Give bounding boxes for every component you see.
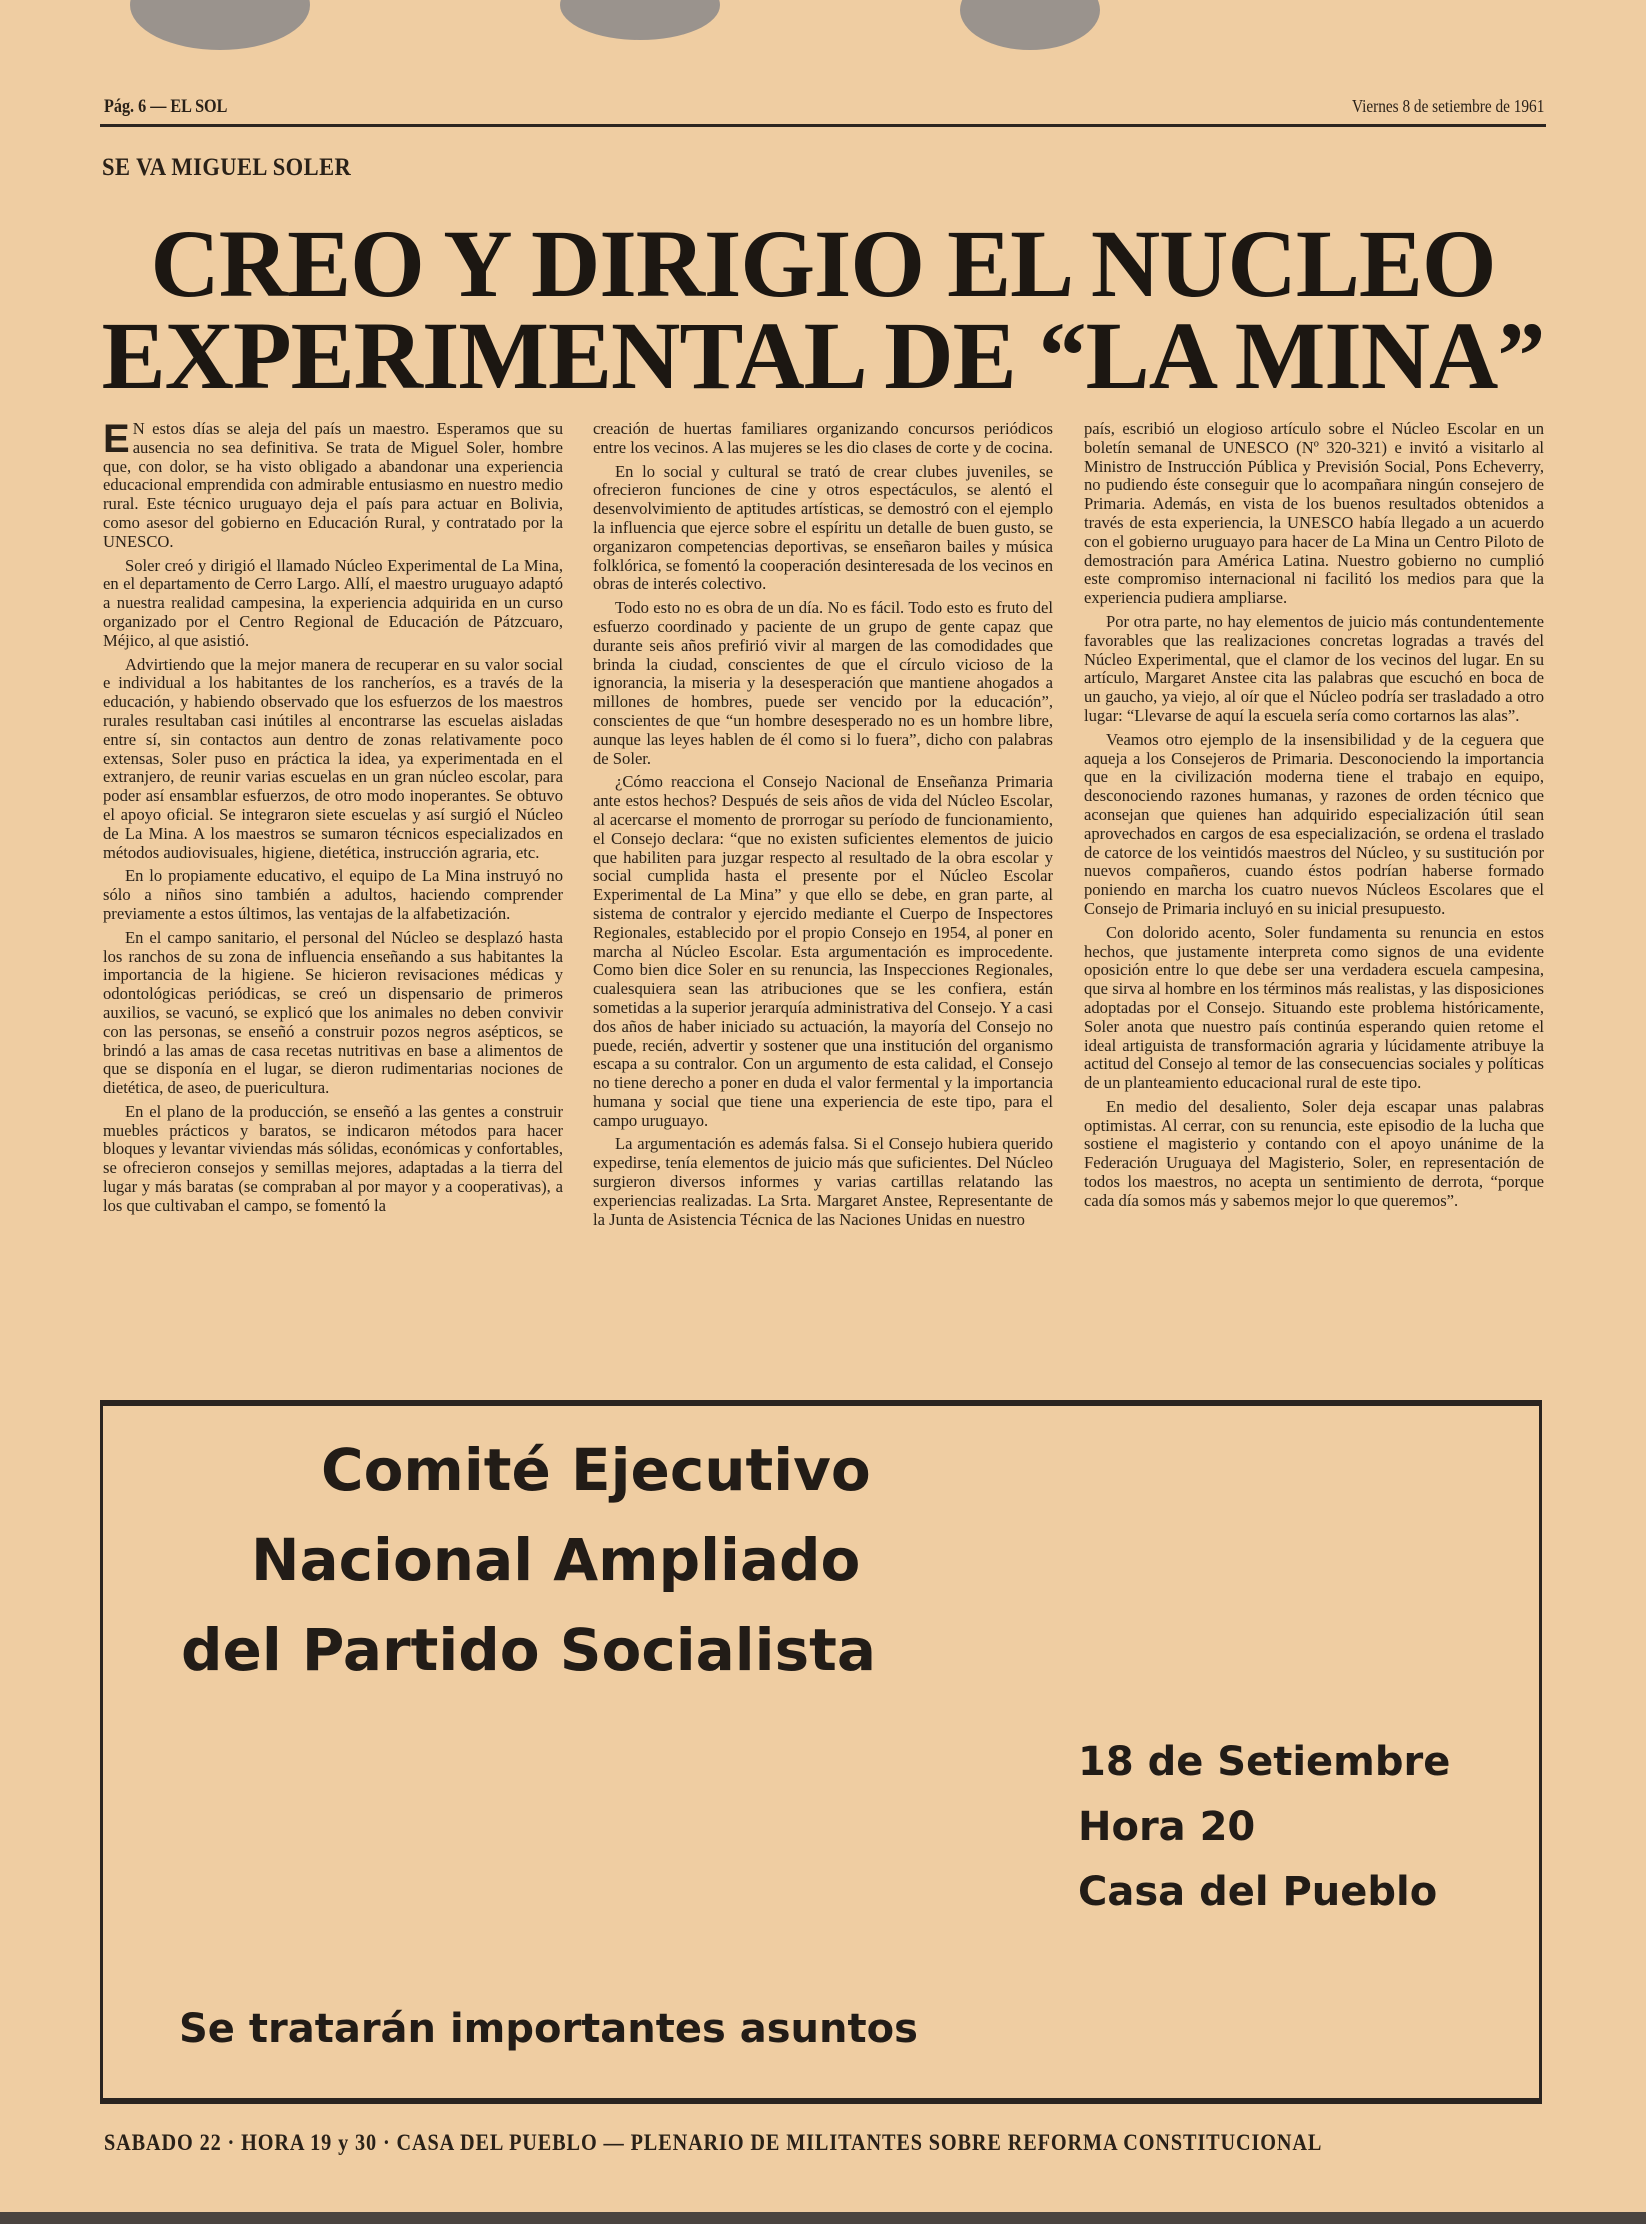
article-paragraph: Todo esto no es obra de un día. No es fácil. Todo esto es fruto del esfuerzo coordinado y paciente de un grupo de gente capaz que durante seis años prefirió vivir al margen de las comodidades que brinda la ciudad, conscientes de que el círculo vicioso de la ignorancia, la miseria y la desesperación que mantiene ahogados a millones de hombres, puede ser vencido por la educación”, conscientes de que “un hombre desesperado no es un hombre libre, aunque las leyes hablen de él como si lo fuera”, dicho con palabras de Soler. bbox=[593, 598, 1053, 768]
article-paragraph: país, escribió un elogioso artículo sobre el Núcleo Escolar en un boletín semanal de UNESCO (Nº 320-321) e invitó a visitarlo al Ministro de Instrucción Pública y Previsión Social, Pons Echeverry, no pudiendo éste conseguir que lo acompañara ningún consejero de Primaria. Además, en vista de los buenos resultados obtenidos a través de esta experiencia, la UNESCO había llegado a un acuerdo con el gobierno uruguayo para hacer de La Mina un Centro Piloto de demostración para América Latina. Nuestro gobierno no cumplió este compromiso internacional ni facilitó los medios para que la experiencia pudiera ampliarse. bbox=[1084, 419, 1544, 608]
article-paragraph: En lo social y cultural se trató de crear clubes juveniles, se ofrecieron funciones de cine y otros espectáculos, se alentó el desenvolvimiento de aptitudes artísticas, se demostró con el ejemplo la influencia que ejerce sobre el espíritu un detalle de buen gusto, se organizaron competencias deportivas, se enseñaron bailes y música folklórica, se fomentó la cooperación desinteresada de los vecinos en obras de interés colectivo. bbox=[593, 461, 1053, 594]
scan-stain bbox=[960, 0, 1100, 50]
article-paragraph: La argumentación es además falsa. Si el Consejo hubiera querido expedirse, tenía elementos de juicio más que suficientes. Del Núcleo surgieron diversos informes y varias cartillas relatando las experiencias realizadas. La Srta. Margaret Anstee, Representante de la Junta de Asistencia Técnica de las Naciones Unidas en nuestro bbox=[593, 1134, 1053, 1229]
issue-date: Viernes 8 de setiembre de 1961 bbox=[1351, 96, 1544, 116]
footer-announcement: SABADO 22 · HORA 19 y 30 · CASA DEL PUEBLO — PLENARIO DE MILITANTES SOBRE REFORMA CONSTITUCIONAL bbox=[104, 2130, 1323, 2155]
article-paragraph: Soler creó y dirigió el llamado Núcleo Experimental de La Mina, en el departamento de Cerro Largo. Allí, el maestro uruguayo adaptó a nuestra realidad campesina, la experiencia adquirida en un curso organizado por el Centro Regional de Educación de Pátzcuaro, Méjico, al que asistió. bbox=[103, 555, 563, 650]
article-paragraph: Con dolorido acento, Soler fundamenta su renuncia en estos hechos, que justamente interpreta como signos de una evidente oposición entre lo que debe ser una verdadera escuela campesina, que sirva al hombre en los términos más realistas, y las disposiciones adoptadas por el Consejo. Situando este problema históricamente, Soler anota que nuestro país continúa esperando quien retome el ideal artiguista de transformación agraria y lúcidamente atribuye la actitud del Consejo al temor de las consecuencias sociales y políticas de un planteamiento educacional rural de este tipo. bbox=[1084, 922, 1544, 1093]
article-paragraph: ¿Cómo reacciona el Consejo Nacional de Enseñanza Primaria ante estos hechos? Después de seis años de vida del Núcleo Escolar, al acercarse el momento de prorrogar su período de funcionamiento, el Consejo declara: “que no existen suficientes elementos de juicio que habiliten para juzgar respecto al resultado de la obra escolar y social cumplida hasta el presente por el Núcleo Escolar Experimental de La Mina” y que ello se debe, en gran parte, al sistema de contralor y ejercido mediante el Cuerpo de Inspectores Regionales, establecido por el propio Consejo en 1954, al poner en marcha al Núcleo Escolar. Esta argumentación es improcedente. Como bien dice Soler en su renuncia, las Inspecciones Regionales, cualesquiera sean las atribuciones que se les confiera, están sometidas a la superior jerarquía administrativa del Consejo. Y a casi dos años de haber iniciado su actuación, la mayoría del Consejo no puede, recién, advertir y sostener que una institución del organismo escapa a su contralor. Con un argumento de esta calidad, el Consejo no tiene derecho a poner en duda el valor fermental y la importancia humana y social que tiene una experiencia de este tipo, para el campo uruguayo. bbox=[593, 772, 1053, 1130]
article-paragraph: En el plano de la producción, se enseñó a las gentes a construir muebles prácticos y baratos, se indicaron métodos para hacer bloques y levantar viviendas más sólidas, económicas y confortables, se ofrecieron consejos y semillas mejores, adaptadas a la tierra del lugar y más baratas (se compraban al por mayor y a cooperativas), a los que cultivaban el campo, se fomentó la bbox=[103, 1101, 563, 1215]
ad-title-line-2: Nacional Ampliado bbox=[251, 1526, 861, 1594]
article-paragraph: Veamos otro ejemplo de la insensibilidad y de la ceguera que aqueja a los Consejeros de Primaria. Desconociendo la importancia que en la civilización moderna tiene el trabajo en equipo, desconociendo razones humanas, y razones de orden técnico que aconsejan que quienes han adquirido especialización útil sean aprovechados en cargos de esa especialización, se ordena el traslado de catorce de los veintidós maestros del Núcleo, y su sustitución por nuevos compañeros, cuando éstos podrían haberse formado poniendo en marcha los cuatro nuevos Núcleos Escolares que el Consejo de Primaria incluyó en su inicial presupuesto. bbox=[1084, 729, 1544, 918]
article-column-1 bbox=[103, 417, 563, 1221]
ad-time: Hora 20 bbox=[1078, 1804, 1256, 1850]
article-paragraph: En el campo sanitario, el personal del Núcleo se desplazó hasta los ranchos de su zona de influencia enseñando a sus habitantes la importancia de la higiene. Se hicieron revisaciones médicas y odontológicas periódicas, se creó un dispensario de primeros auxilios, se vacunó, se explicó que los animales no deben convivir con las personas, se enseñó a construir pozos negros asépticos, se brindó a las amas de casa recetas nutritivas en base a alimentos de que se disponía en el lugar, se dieron rudimentarias nociones de dietética, de aseo, de puericultura. bbox=[103, 927, 563, 1098]
article-paragraph: creación de huertas familiares organizando concursos periódicos entre los vecinos. A las mujeres se les dio clases de corte y de cocina. bbox=[593, 419, 1053, 457]
party-meeting-advertisement bbox=[100, 1400, 1542, 2104]
article-paragraph: E N estos días se aleja del país un maestro. Esperamos que su ausencia no sea definitiva. Se trata de Miguel Soler, hombre que, con dolor, se ha visto obligado a abandonar una experiencia educacional emprendida con admirable entusiasmo en nuestro medio rural. Este técnico uruguayo deja el país para actuar en Bolivia, como asesor del gobierno en Educación Rural, y contratado por la UNESCO. bbox=[103, 417, 563, 551]
headline-line-2: EXPERIMENTAL DE “LA MINA” bbox=[101, 302, 1545, 409]
article-paragraph: En medio del desaliento, Soler deja escapar unas palabras optimistas. Al cerrar, con su renuncia, este episodio de la lucha que sostiene el magisterio y contando con el apoyo unánime de la Federación Uruguaya del Magisterio, Soler, en representación de todos los maestros, no acepta un sentimiento de derrota, “porque cada día somos más y sabemos mejor lo que queremos”. bbox=[1084, 1096, 1544, 1210]
ad-place: Casa del Pueblo bbox=[1078, 1869, 1438, 1915]
drop-cap: E bbox=[103, 417, 130, 461]
page-label: Pág. 6 — EL SOL bbox=[104, 96, 228, 117]
ad-title-line-1: Comité Ejecutivo bbox=[321, 1436, 871, 1504]
article-paragraph: Por otra parte, no hay elementos de juicio más contundentemente favorables que las realizaciones concretas logradas a través del Núcleo Experimental, que el clamor de los vecinos del lugar. En su artículo, Margaret Anstee cita las palabras que escuchó en boca de un gaucho, ya viejo, al oír que el Núcleo podría ser trasladado a otro lugar: “Llevarse de aquí la escuela sería como cortarnos las alas”. bbox=[1084, 611, 1544, 725]
scan-stain bbox=[560, 0, 720, 40]
headline-line-1: CREO Y DIRIGIO EL NUCLEO bbox=[150, 210, 1496, 317]
scan-edge bbox=[0, 2212, 1646, 2224]
article-paragraph: En lo propiamente educativo, el equipo de La Mina instruyó no sólo a niños sino también a adultos, haciendo comprender previamente a estos últimos, las ventajas de la alfabetización. bbox=[103, 866, 563, 923]
article-column-2 bbox=[593, 420, 1053, 1234]
scan-stain bbox=[130, 0, 310, 50]
ad-title-line-3: del Partido Socialista bbox=[181, 1616, 876, 1684]
article-paragraph: Advirtiendo que la mejor manera de recuperar en su valor social e individual a los habitantes de los rancheríos, es a través de la educación, y habiendo observado que los esfuerzos de los maestros rurales resultaban casi inútiles al encontrarse las escuelas aisladas entre sí, sin contactos aun dentro de zonas relativamente poco extensas, Soler puso en práctica la idea, ya experimentada en el extranjero, de reunir varias escuelas en un gran núcleo escolar, para poder así ensamblar esfuerzos, de otro modo inoperantes. Se obtuvo el apoyo oficial. Se integraron siete escuelas y así surgió el Núcleo de La Mina. A los maestros se sumaron técnicos especializados en métodos audiovisuales, higiene, dietética, instrucción agraria, etc. bbox=[103, 654, 563, 862]
ad-note: Se tratarán importantes asuntos bbox=[179, 2006, 918, 2052]
ad-date: 18 de Setiembre bbox=[1078, 1739, 1451, 1785]
article-headline bbox=[100, 210, 1546, 409]
article-kicker: SE VA MIGUEL SOLER bbox=[102, 154, 352, 181]
article-column-3 bbox=[1084, 420, 1544, 1216]
header-rule bbox=[100, 124, 1546, 127]
